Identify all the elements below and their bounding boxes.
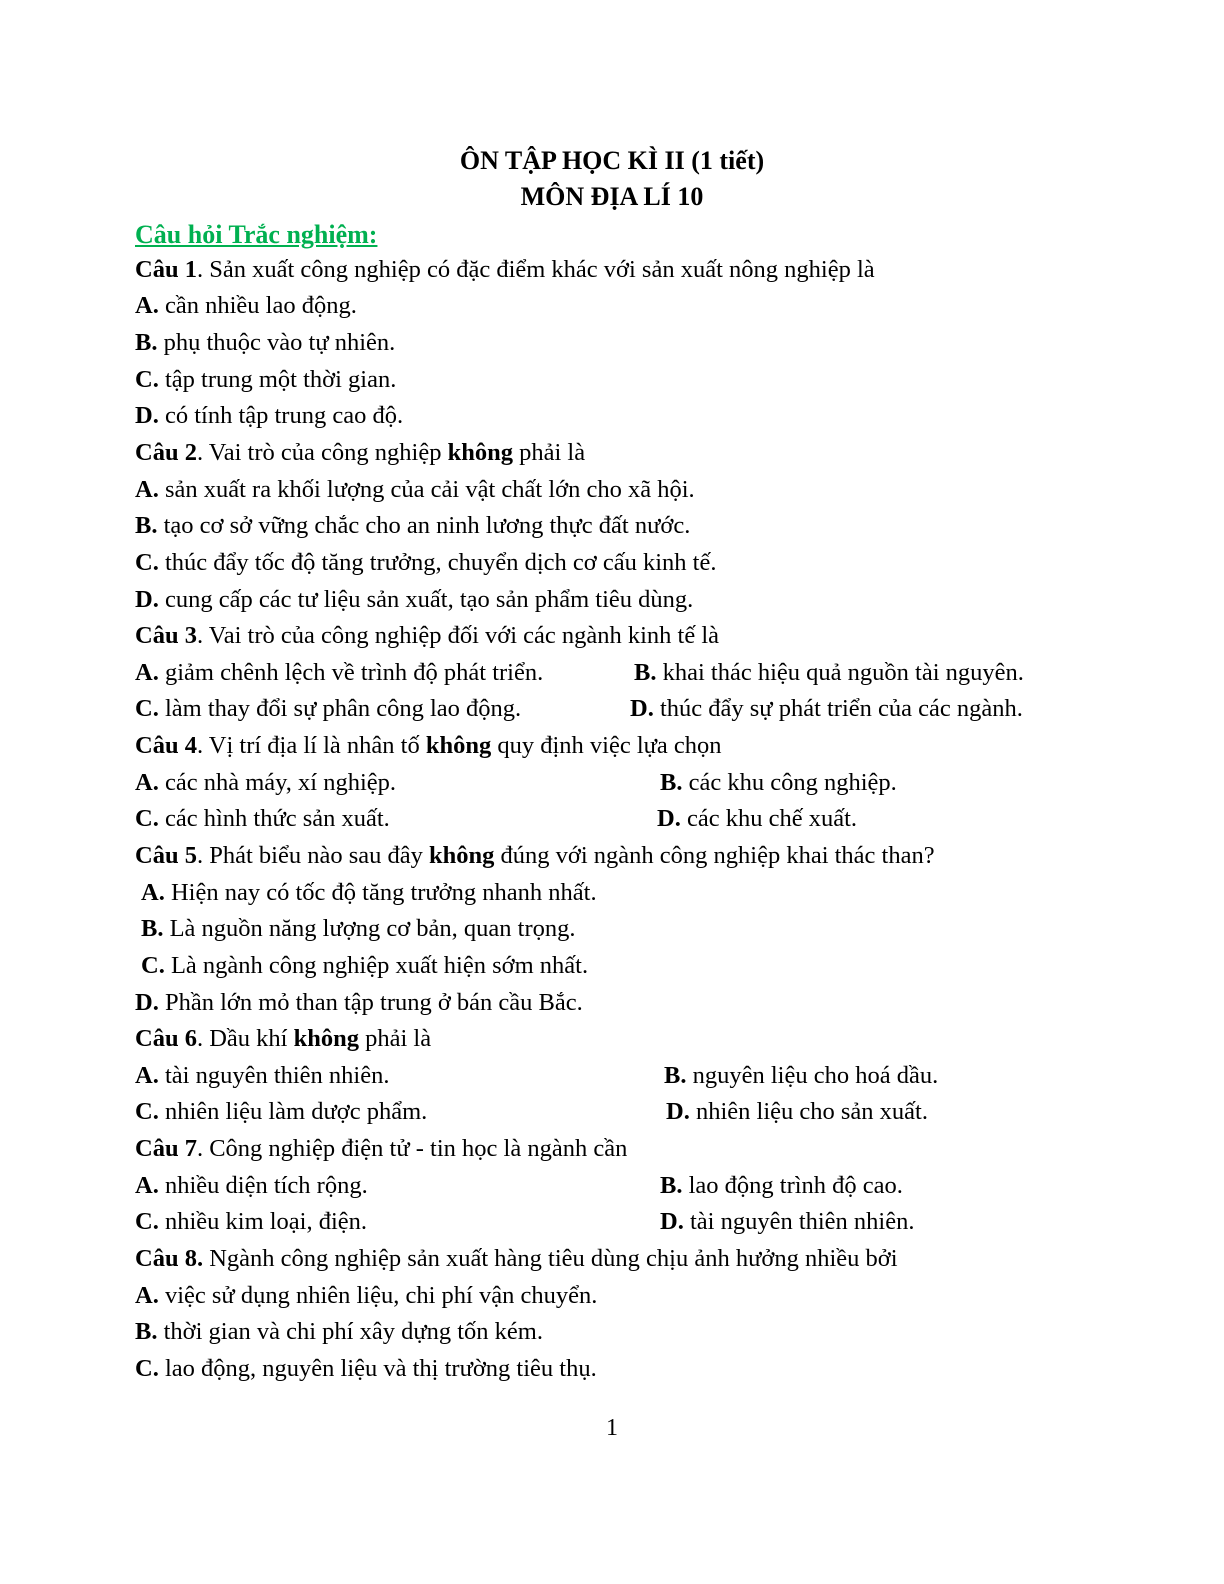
question-3-option-b: B. khai thác hiệu quả nguồn tài nguyên. bbox=[634, 659, 1024, 686]
question-2-option-d: D. cung cấp các tư liệu sản xuất, tạo sản phẩm tiêu dùng. bbox=[135, 586, 694, 613]
question-2-stem: Câu 2. Vai trò của công nghiệp không phải là bbox=[135, 439, 586, 466]
question-3-stem: Câu 3. Vai trò của công nghiệp đối với các ngành kinh tế là bbox=[135, 622, 720, 649]
question-1-option-a: A. cần nhiều lao động. bbox=[135, 292, 357, 319]
question-2-option-c: C. thúc đẩy tốc độ tăng trưởng, chuyển dịch cơ cấu kinh tế. bbox=[135, 549, 717, 576]
question-3-option-d: D. thúc đẩy sự phát triển của các ngành. bbox=[630, 695, 1023, 722]
question-7-option-b: B. lao động trình độ cao. bbox=[660, 1172, 903, 1199]
question-5-option-c: C. Là ngành công nghiệp xuất hiện sớm nhất. bbox=[141, 952, 589, 979]
question-7-option-c: C. nhiều kim loại, điện. bbox=[135, 1208, 368, 1235]
question-8-option-a: A. việc sử dụng nhiên liệu, chi phí vận chuyển. bbox=[135, 1282, 598, 1309]
question-4-option-a: A. các nhà máy, xí nghiệp. bbox=[135, 769, 397, 796]
question-4-option-d: D. các khu chế xuất. bbox=[657, 805, 858, 832]
question-4-option-c: C. các hình thức sản xuất. bbox=[135, 805, 390, 832]
question-4-option-b: B. các khu công nghiệp. bbox=[660, 769, 897, 796]
question-8-stem: Câu 8. Ngành công nghiệp sản xuất hàng tiêu dùng chịu ảnh hưởng nhiều bởi bbox=[135, 1245, 898, 1272]
question-4-stem: Câu 4. Vị trí địa lí là nhân tố không quy định việc lựa chọn bbox=[135, 732, 722, 759]
question-2-option-a: A. sản xuất ra khối lượng của cải vật chất lớn cho xã hội. bbox=[135, 476, 695, 503]
question-6-option-b: B. nguyên liệu cho hoá dầu. bbox=[664, 1062, 939, 1089]
question-6-option-c: C. nhiên liệu làm dược phẩm. bbox=[135, 1098, 428, 1125]
question-5-stem: Câu 5. Phát biểu nào sau đây không đúng với ngành công nghiệp khai thác than? bbox=[135, 842, 935, 869]
question-1-option-d: D. có tính tập trung cao độ. bbox=[135, 402, 404, 429]
question-8-option-b: B. thời gian và chi phí xây dựng tốn kém. bbox=[135, 1318, 543, 1345]
question-7-stem: Câu 7. Công nghiệp điện tử - tin học là ngành cần bbox=[135, 1135, 628, 1162]
question-3-option-c: C. làm thay đổi sự phân công lao động. bbox=[135, 695, 522, 722]
page-number: 1 bbox=[606, 1415, 618, 1441]
question-6-option-a: A. tài nguyên thiên nhiên. bbox=[135, 1062, 390, 1089]
section-heading: Câu hỏi Trắc nghiệm: bbox=[135, 220, 378, 249]
question-6-stem: Câu 6. Dầu khí không phải là bbox=[135, 1025, 432, 1052]
question-6-option-d: D. nhiên liệu cho sản xuất. bbox=[666, 1098, 928, 1125]
question-3-option-a: A. giảm chênh lệch về trình độ phát triển. bbox=[135, 659, 544, 686]
question-5-option-a: A. Hiện nay có tốc độ tăng trưởng nhanh nhất. bbox=[141, 879, 597, 906]
question-7-option-a: A. nhiều diện tích rộng. bbox=[135, 1172, 368, 1199]
question-1-stem: Câu 1. Sản xuất công nghiệp có đặc điểm khác với sản xuất nông nghiệp là bbox=[135, 256, 875, 283]
question-1-option-b: B. phụ thuộc vào tự nhiên. bbox=[135, 329, 396, 356]
document-title: ÔN TẬP HỌC KÌ II (1 tiết) bbox=[459, 146, 765, 175]
question-7-option-d: D. tài nguyên thiên nhiên. bbox=[660, 1208, 915, 1235]
document-subtitle: MÔN ĐỊA LÍ 10 bbox=[520, 182, 704, 211]
question-5-option-b: B. Là nguồn năng lượng cơ bản, quan trọng. bbox=[141, 915, 576, 942]
question-8-option-c: C. lao động, nguyên liệu và thị trường tiêu thụ. bbox=[135, 1355, 597, 1382]
question-2-option-b: B. tạo cơ sở vững chắc cho an ninh lương thực đất nước. bbox=[135, 512, 691, 539]
question-1-option-c: C. tập trung một thời gian. bbox=[135, 366, 397, 393]
question-5-option-d: D. Phần lớn mỏ than tập trung ở bán cầu Bắc. bbox=[135, 989, 583, 1016]
